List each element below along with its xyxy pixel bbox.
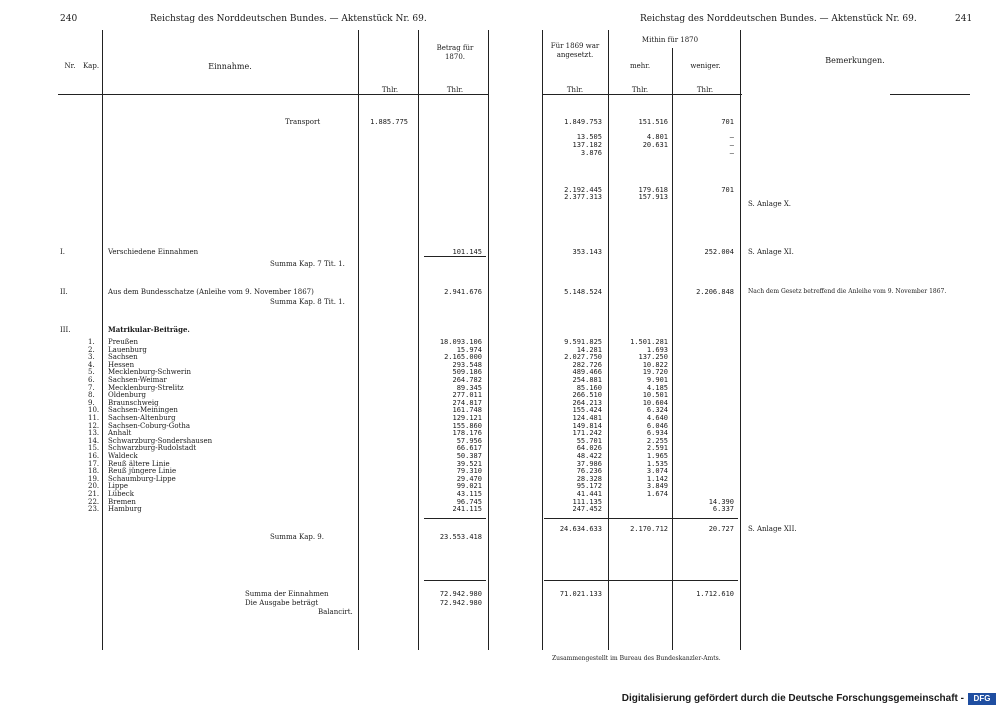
state-row-a: 489.466 <box>572 368 602 377</box>
grand-value: 72.942.980 <box>439 590 482 598</box>
state-row-a: 171.242 <box>572 429 602 438</box>
state-row-b: 1.142 <box>646 474 668 483</box>
state-row-b: 4.185 <box>646 383 668 392</box>
state-name: Sachsen-Altenburg <box>108 414 176 422</box>
top-row-c: — <box>729 149 734 157</box>
top-row-a: 2.192.445 <box>564 186 602 194</box>
col-sub: Thlr. <box>381 86 399 94</box>
col-divider <box>542 30 543 650</box>
state-name: Sachsen-Coburg-Gotha <box>108 421 191 430</box>
note-i: S. Anlage XI. <box>748 248 794 256</box>
state-nr: 14. <box>88 436 100 445</box>
state-row-b: 1.501.281 <box>630 338 668 346</box>
state-row-a: 247.452 <box>572 505 602 514</box>
col-divider <box>740 30 741 650</box>
section-ii-title: Aus dem Bundesschatze (Anleihe vom 9. November 1867) <box>108 288 314 296</box>
state-value: 241.115 <box>452 505 482 514</box>
state-row-a: 9.591.825 <box>564 338 602 346</box>
state-nr: 12. <box>88 421 100 430</box>
state-value: 274.817 <box>452 398 482 407</box>
state-name: Lippe <box>108 482 128 491</box>
state-value: 99.021 <box>456 482 482 491</box>
row-i-a: 353.143 <box>572 248 602 256</box>
state-row-a: 64.026 <box>576 444 602 453</box>
col-divider <box>418 30 419 650</box>
col-mehr: mehr. <box>629 62 651 70</box>
section-ii-note: Summa Kap. 8 Tit. 1. <box>270 298 345 306</box>
state-nr: 13. <box>88 429 100 438</box>
section-iii-title: Matrikular-Beiträge. <box>108 325 190 334</box>
state-nr: 15. <box>88 444 100 453</box>
sum-rule <box>424 256 486 257</box>
top-row-b: 179.618 <box>638 186 668 194</box>
col-divider <box>608 30 609 650</box>
state-row-a: 95.172 <box>576 482 602 491</box>
state-row-b: 19.720 <box>642 368 668 377</box>
state-row-a: 28.328 <box>576 474 602 483</box>
right-page <box>500 0 1000 690</box>
state-nr: 23. <box>88 505 100 514</box>
state-nr: 21. <box>88 490 100 498</box>
state-row-a: 266.510 <box>572 391 602 400</box>
state-row-b: 6.046 <box>646 421 668 430</box>
total-value: 23.553.418 <box>439 533 482 541</box>
col-sub: Thlr. <box>631 86 649 94</box>
state-name: Braunschweig <box>108 398 159 407</box>
state-value: 43.115 <box>456 490 482 498</box>
page-number-right: 241 <box>955 14 973 24</box>
state-row-a: 55.701 <box>576 436 602 445</box>
state-row-a: 149.814 <box>572 421 602 430</box>
expense-label: Die Ausgabe beträgt <box>245 599 319 607</box>
top-row-a: 137.182 <box>572 141 602 149</box>
left-page <box>0 0 500 690</box>
top-row-b: 4.801 <box>646 133 668 141</box>
top-row-a: 1.849.753 <box>564 118 602 126</box>
col-amount: Betrag für 1870. <box>436 44 474 61</box>
state-row-b: 10.501 <box>642 391 668 400</box>
row-ii-c: 2.206.848 <box>696 288 734 296</box>
state-nr: 17. <box>88 459 100 468</box>
state-row-a: 48.422 <box>576 452 602 460</box>
state-name: Bremen <box>108 497 136 506</box>
state-nr: 19. <box>88 474 100 483</box>
state-row-a: 2.027.750 <box>564 353 602 362</box>
sum-rule <box>424 580 486 581</box>
state-name: Anhalt <box>108 429 132 438</box>
section-ii-value: 2.941.676 <box>444 288 482 296</box>
state-value: 129.121 <box>452 414 482 422</box>
state-name: Hamburg <box>108 505 142 514</box>
running-head-left: Reichstag des Norddeutschen Bundes. — Aktenstück Nr. 69. <box>150 14 427 24</box>
footnote: Zusammengestellt im Bureau des Bundeskanzler-Amts. <box>552 655 721 662</box>
state-name: Schaumburg-Lippe <box>108 474 176 483</box>
state-nr: 20. <box>88 482 100 491</box>
state-value: 57.956 <box>456 436 482 445</box>
sum-rule <box>544 580 738 581</box>
sum-b: 2.170.712 <box>630 525 668 533</box>
state-row-b: 9.901 <box>646 376 668 384</box>
state-value: 50.387 <box>456 452 482 460</box>
grand-c: 1.712.610 <box>696 590 734 598</box>
state-nr: 2. <box>88 345 95 354</box>
grand-label: Summa der Einnahmen <box>245 590 329 598</box>
col-divider <box>672 48 673 650</box>
state-row-b: 137.250 <box>638 353 668 362</box>
state-row-b: 10.604 <box>642 398 668 407</box>
state-row-b: 4.640 <box>646 414 668 422</box>
state-nr: 3. <box>88 353 95 362</box>
col-kap: Kap. <box>82 62 100 70</box>
state-row-a: 85.160 <box>576 383 602 392</box>
state-row-b: 1.674 <box>646 490 668 498</box>
sum-rule <box>424 518 486 519</box>
state-name: Sachsen <box>108 353 138 362</box>
state-nr: 1. <box>88 338 95 346</box>
col-sub: Thlr. <box>696 86 714 94</box>
top-row-b: 157.913 <box>638 193 668 201</box>
expense-value: 72.942.980 <box>439 599 482 607</box>
state-row-c: 14.390 <box>708 497 734 506</box>
state-row-b: 1.693 <box>646 345 668 354</box>
col-sub: Thlr. <box>566 86 584 94</box>
sum-c: 20.727 <box>708 525 734 533</box>
top-row-a: 3.876 <box>580 149 602 157</box>
state-name: Preußen <box>108 338 139 346</box>
state-name: Hessen <box>108 360 135 369</box>
state-value: 2.165.000 <box>444 353 482 362</box>
row-ii-a: 5.148.524 <box>564 288 602 296</box>
state-nr: 5. <box>88 368 95 377</box>
state-value: 509.186 <box>452 368 482 377</box>
state-row-a: 41.441 <box>576 490 602 498</box>
transport-value: 1.885.775 <box>370 118 408 126</box>
col-divider <box>102 30 103 650</box>
state-value: 178.176 <box>452 429 482 438</box>
state-row-a: 14.281 <box>576 345 602 354</box>
col-nr: Nr. <box>64 62 76 70</box>
top-row-c: 701 <box>721 118 734 126</box>
state-value: 15.974 <box>456 345 482 354</box>
state-row-b: 1.965 <box>646 452 668 460</box>
col-remarks: Bemerkungen. <box>825 56 885 65</box>
col-mehr-header: Mithin für 1870 <box>641 36 699 44</box>
state-value: 96.745 <box>456 497 482 506</box>
state-value: 277.011 <box>452 391 482 400</box>
state-row-a: 264.213 <box>572 398 602 407</box>
state-row-b: 10.822 <box>642 360 668 369</box>
top-row-a: 2.377.313 <box>564 193 602 201</box>
total-label: Summa Kap. 9. <box>270 533 324 541</box>
state-nr: 6. <box>88 376 95 384</box>
state-row-a: 124.481 <box>572 414 602 422</box>
dfg-logo: DFG <box>968 693 996 705</box>
state-name: Schwarzburg-Rudolstadt <box>108 444 197 453</box>
state-name: Mecklenburg-Schwerin <box>108 368 191 377</box>
state-value: 39.521 <box>456 459 482 468</box>
section-i-note: Summa Kap. 7 Tit. 1. <box>270 260 345 268</box>
running-head-right: Reichstag des Norddeutschen Bundes. — Aktenstück Nr. 69. <box>640 14 917 24</box>
col-title: Einnahme. <box>208 62 252 71</box>
section-i-nr: I. <box>60 248 65 256</box>
sum-rule <box>544 518 738 519</box>
state-nr: 4. <box>88 360 95 369</box>
state-nr: 10. <box>88 406 100 415</box>
col-divider <box>358 30 359 650</box>
col-1869: Für 1869 war angesetzt. <box>550 42 600 59</box>
top-row-b: 151.516 <box>638 118 668 126</box>
state-row-b: 6.934 <box>646 429 668 438</box>
state-row-a: 254.881 <box>572 376 602 384</box>
transport-label: Transport <box>285 118 321 126</box>
state-value: 264.782 <box>452 376 482 384</box>
state-value: 66.617 <box>456 444 482 453</box>
state-name: Sachsen-Weimar <box>108 376 167 384</box>
state-nr: 11. <box>88 414 100 422</box>
header-rule <box>890 94 970 95</box>
state-name: Reuß jüngere Linie <box>108 467 177 476</box>
state-row-b: 2.255 <box>646 436 668 445</box>
grand-a: 71.021.133 <box>559 590 602 598</box>
state-row-a: 76.236 <box>576 467 602 476</box>
header-rule <box>58 94 488 95</box>
state-value: 29.470 <box>456 474 482 483</box>
state-value: 161.748 <box>452 406 482 415</box>
state-name: Sachsen-Meiningen <box>108 406 178 415</box>
col-divider <box>488 30 489 650</box>
state-value: 89.345 <box>456 383 482 392</box>
col-weniger: weniger. <box>690 62 721 70</box>
page-number-left: 240 <box>60 14 78 24</box>
state-row-c: 6.337 <box>712 505 734 514</box>
state-row-a: 282.726 <box>572 360 602 369</box>
balance-label: Balancirt. <box>318 608 353 616</box>
top-row-c: — <box>729 133 734 141</box>
state-name: Waldeck <box>108 452 138 460</box>
section-i-title: Verschiedene Einnahmen <box>108 248 199 256</box>
state-row-b: 2.591 <box>646 444 668 453</box>
state-row-a: 111.135 <box>572 497 602 506</box>
top-row-c: 701 <box>721 186 734 194</box>
sum-a: 24.634.633 <box>559 525 602 533</box>
state-nr: 9. <box>88 398 95 407</box>
state-row-b: 1.535 <box>646 459 668 468</box>
state-nr: 22. <box>88 497 100 506</box>
state-name: Lauenburg <box>108 345 147 354</box>
state-row-b: 6.324 <box>646 406 668 415</box>
state-value: 293.548 <box>452 360 482 369</box>
note-a: S. Anlage X. <box>748 200 792 208</box>
top-row-c: — <box>729 141 734 149</box>
state-nr: 8. <box>88 391 95 400</box>
note-iii: S. Anlage XII. <box>748 525 797 533</box>
state-nr: 16. <box>88 452 100 460</box>
state-row-a: 155.424 <box>572 406 602 415</box>
row-i-c: 252.004 <box>704 248 734 256</box>
state-name: Oldenburg <box>108 391 146 400</box>
top-row-b: 20.631 <box>642 141 668 149</box>
state-value: 155.860 <box>452 421 482 430</box>
section-i-value: 101.145 <box>452 248 482 256</box>
state-name: Lübeck <box>108 490 134 498</box>
state-row-b: 3.849 <box>646 482 668 491</box>
digitization-footer: Digitalisierung gefördert durch die Deutsche Forschungsgemeinschaft - <box>600 691 1000 707</box>
state-name: Reuß ältere Linie <box>108 459 170 468</box>
state-name: Schwarzburg-Sondershausen <box>108 436 213 445</box>
top-row-a: 13.505 <box>576 133 602 141</box>
note-ii: Nach dem Gesetz betreffend die Anleihe vom 9. November 1867. <box>748 288 947 295</box>
state-nr: 7. <box>88 383 95 392</box>
col-sub2: Thlr. <box>446 86 464 94</box>
state-row-a: 37.986 <box>576 459 602 468</box>
state-name: Mecklenburg-Strelitz <box>108 383 184 392</box>
state-nr: 18. <box>88 467 100 476</box>
state-value: 79.310 <box>456 467 482 476</box>
state-value: 18.093.106 <box>439 338 482 346</box>
state-row-b: 3.074 <box>646 467 668 476</box>
section-iii-nr: III. <box>60 326 71 334</box>
section-ii-nr: II. <box>60 288 68 296</box>
